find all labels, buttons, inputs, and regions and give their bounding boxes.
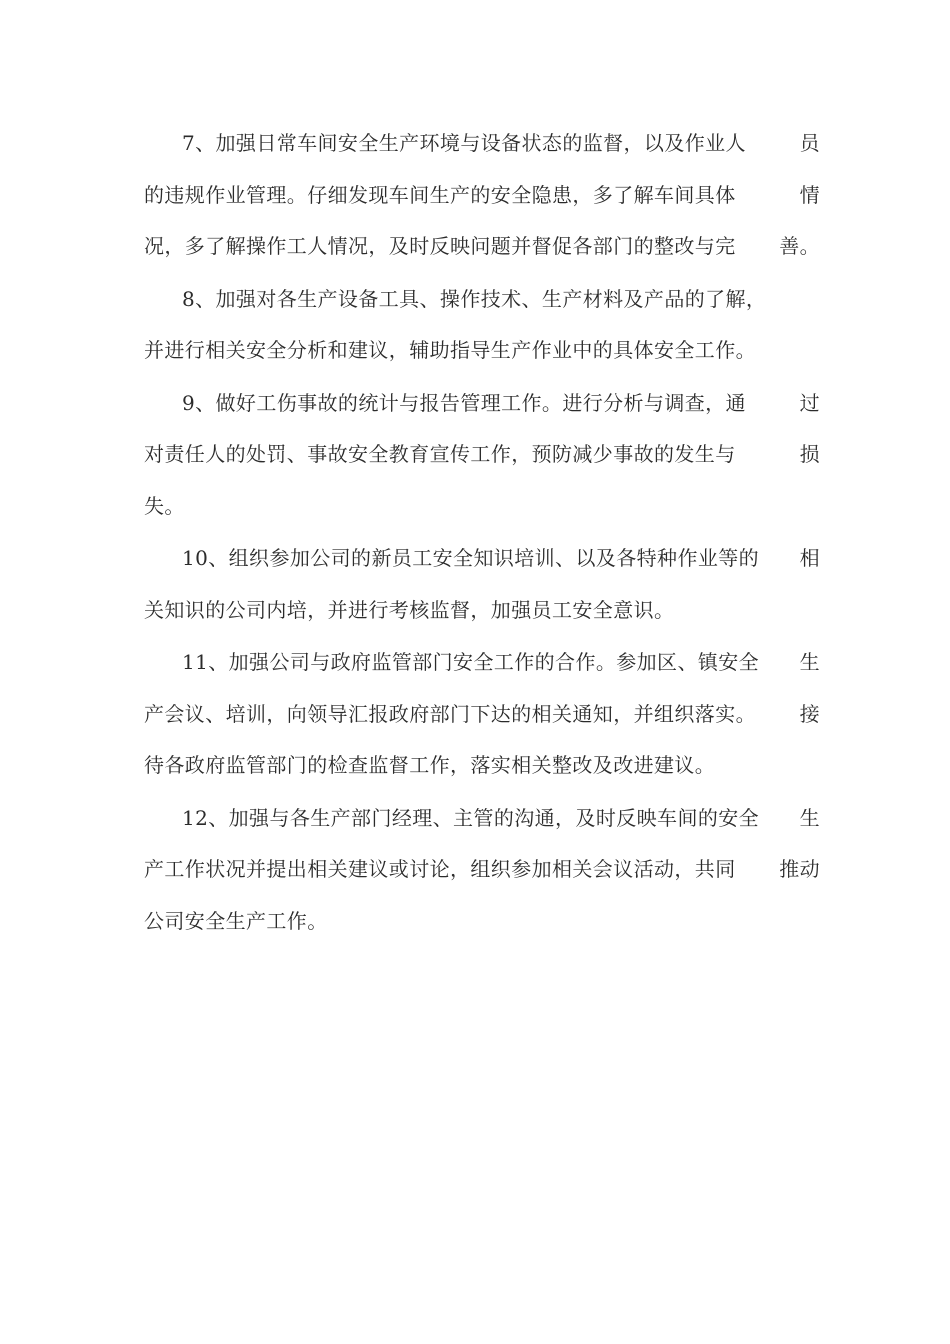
paragraph [144,274,820,377]
paragraph [144,118,820,273]
text-segment: 对责任人的处罚、事故安全教育宣传工作，预防减少事故的发生与 [144,442,736,466]
text-segment: 的违规作业管理。仔细发现车间生产的安全隐患，多了解车间具体 [144,182,736,207]
text-line [144,896,820,948]
text-line [144,844,820,896]
text-segment: 况，多了解操作工人情况，及时反映问题并督促各部门的整改与完 [144,234,736,258]
text-segment: 7、加强日常车间安全生产环境与设备状态的监督，以及作业人 [182,131,746,155]
text-line [144,793,820,845]
text-segment: 善。 [779,234,820,258]
text-segment: 员 [799,131,820,155]
text-line [144,533,820,585]
paragraph [144,533,820,636]
text-line [144,585,820,637]
text-segment: 生 [799,650,820,674]
text-line [144,274,820,326]
text-segment: 关知识的公司内培，并进行考核监督，加强员工安全意识。 [144,597,675,622]
text-line [144,378,820,430]
text-segment: 过 [799,390,820,415]
text-segment: 待各政府监管部门的检查监督工作，落实相关整改及改进建议。 [144,753,716,777]
text-segment: 生 [799,805,820,830]
text-line [144,325,820,377]
text-segment: 公司安全生产工作。 [144,908,328,933]
text-segment: 产会议、培训，向领导汇报政府部门下达的相关通知，并组织落实。 [144,701,756,726]
document-body [144,118,820,947]
paragraph [144,793,820,948]
text-segment: 推动 [779,857,820,881]
text-line [144,221,820,273]
text-segment: 相 [799,546,820,570]
text-segment: 12、加强与各生产部门经理、主管的沟通，及时反映车间的安全 [182,805,760,830]
text-segment: 损 [799,442,820,466]
text-line [144,689,820,741]
text-line [144,429,820,481]
text-segment: 情 [799,182,820,207]
text-segment: 10、组织参加公司的新员工安全知识培训、以及各特种作业等的 [182,546,760,570]
text-segment: 接 [799,701,820,726]
text-line [144,637,820,689]
text-segment: 11、加强公司与政府监管部门安全工作的合作。参加区、镇安全 [182,650,760,674]
text-segment: 8、加强对各生产设备工具、操作技术、生产材料及产品的了解， [182,286,767,311]
text-line [144,481,820,533]
text-segment: 9、做好工伤事故的统计与报告管理工作。进行分析与调查，通 [182,390,746,415]
paragraph [144,637,820,792]
text-segment: 并进行相关安全分析和建议，辅助指导生产作业中的具体安全工作。 [144,338,756,362]
text-line [144,118,820,170]
text-line [144,170,820,222]
text-segment: 失。 [144,493,185,518]
text-segment: 产工作状况并提出相关建议或讨论，组织参加相关会议活动，共同 [144,857,736,881]
paragraph [144,378,820,533]
text-line [144,740,820,792]
